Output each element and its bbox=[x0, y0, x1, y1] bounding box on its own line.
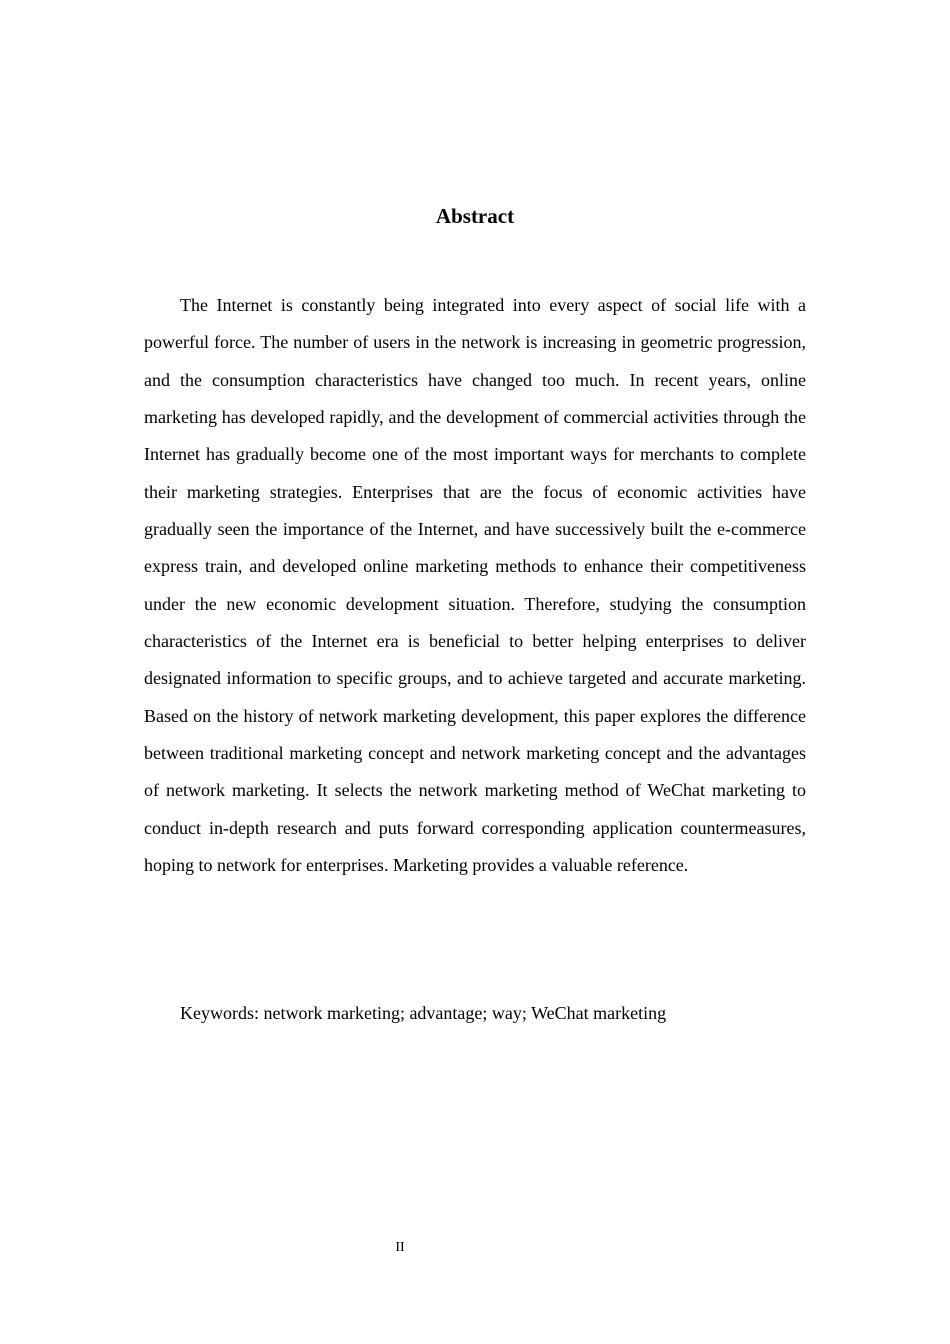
page-number: II bbox=[395, 1240, 405, 1255]
abstract-body: The Internet is constantly being integrated into every aspect of social life with a powerful force. The number of users in the network is increasing in geometric progression, and the consumption characteristics have changed too much. In recent years, online marketing has developed rapidly, and the development of commercial activities through the Internet has gradually become one of the most important ways for merchants to complete their marketing strategies. Enterprises that are the focus of economic activities have gradually seen the importance of the Internet, and have successively built the e-commerce express train, and developed online marketing methods to enhance their competitiveness under the new economic development situation. Therefore, studying the consumption characteristics of the Internet era is beneficial to better helping enterprises to deliver designated information to specific groups, and to achieve targeted and accurate marketing. Based on the history of network marketing development, this paper explores the difference between traditional marketing concept and network marketing concept and the advantages of network marketing. It selects the network marketing method of WeChat marketing to conduct in-depth research and puts forward corresponding application countermeasures, hoping to network for enterprises. Marketing provides a valuable reference. bbox=[144, 295, 806, 876]
keywords-line: Keywords: network marketing; advantage; way; WeChat marketing bbox=[180, 1003, 667, 1023]
abstract-title: Abstract bbox=[435, 204, 515, 228]
